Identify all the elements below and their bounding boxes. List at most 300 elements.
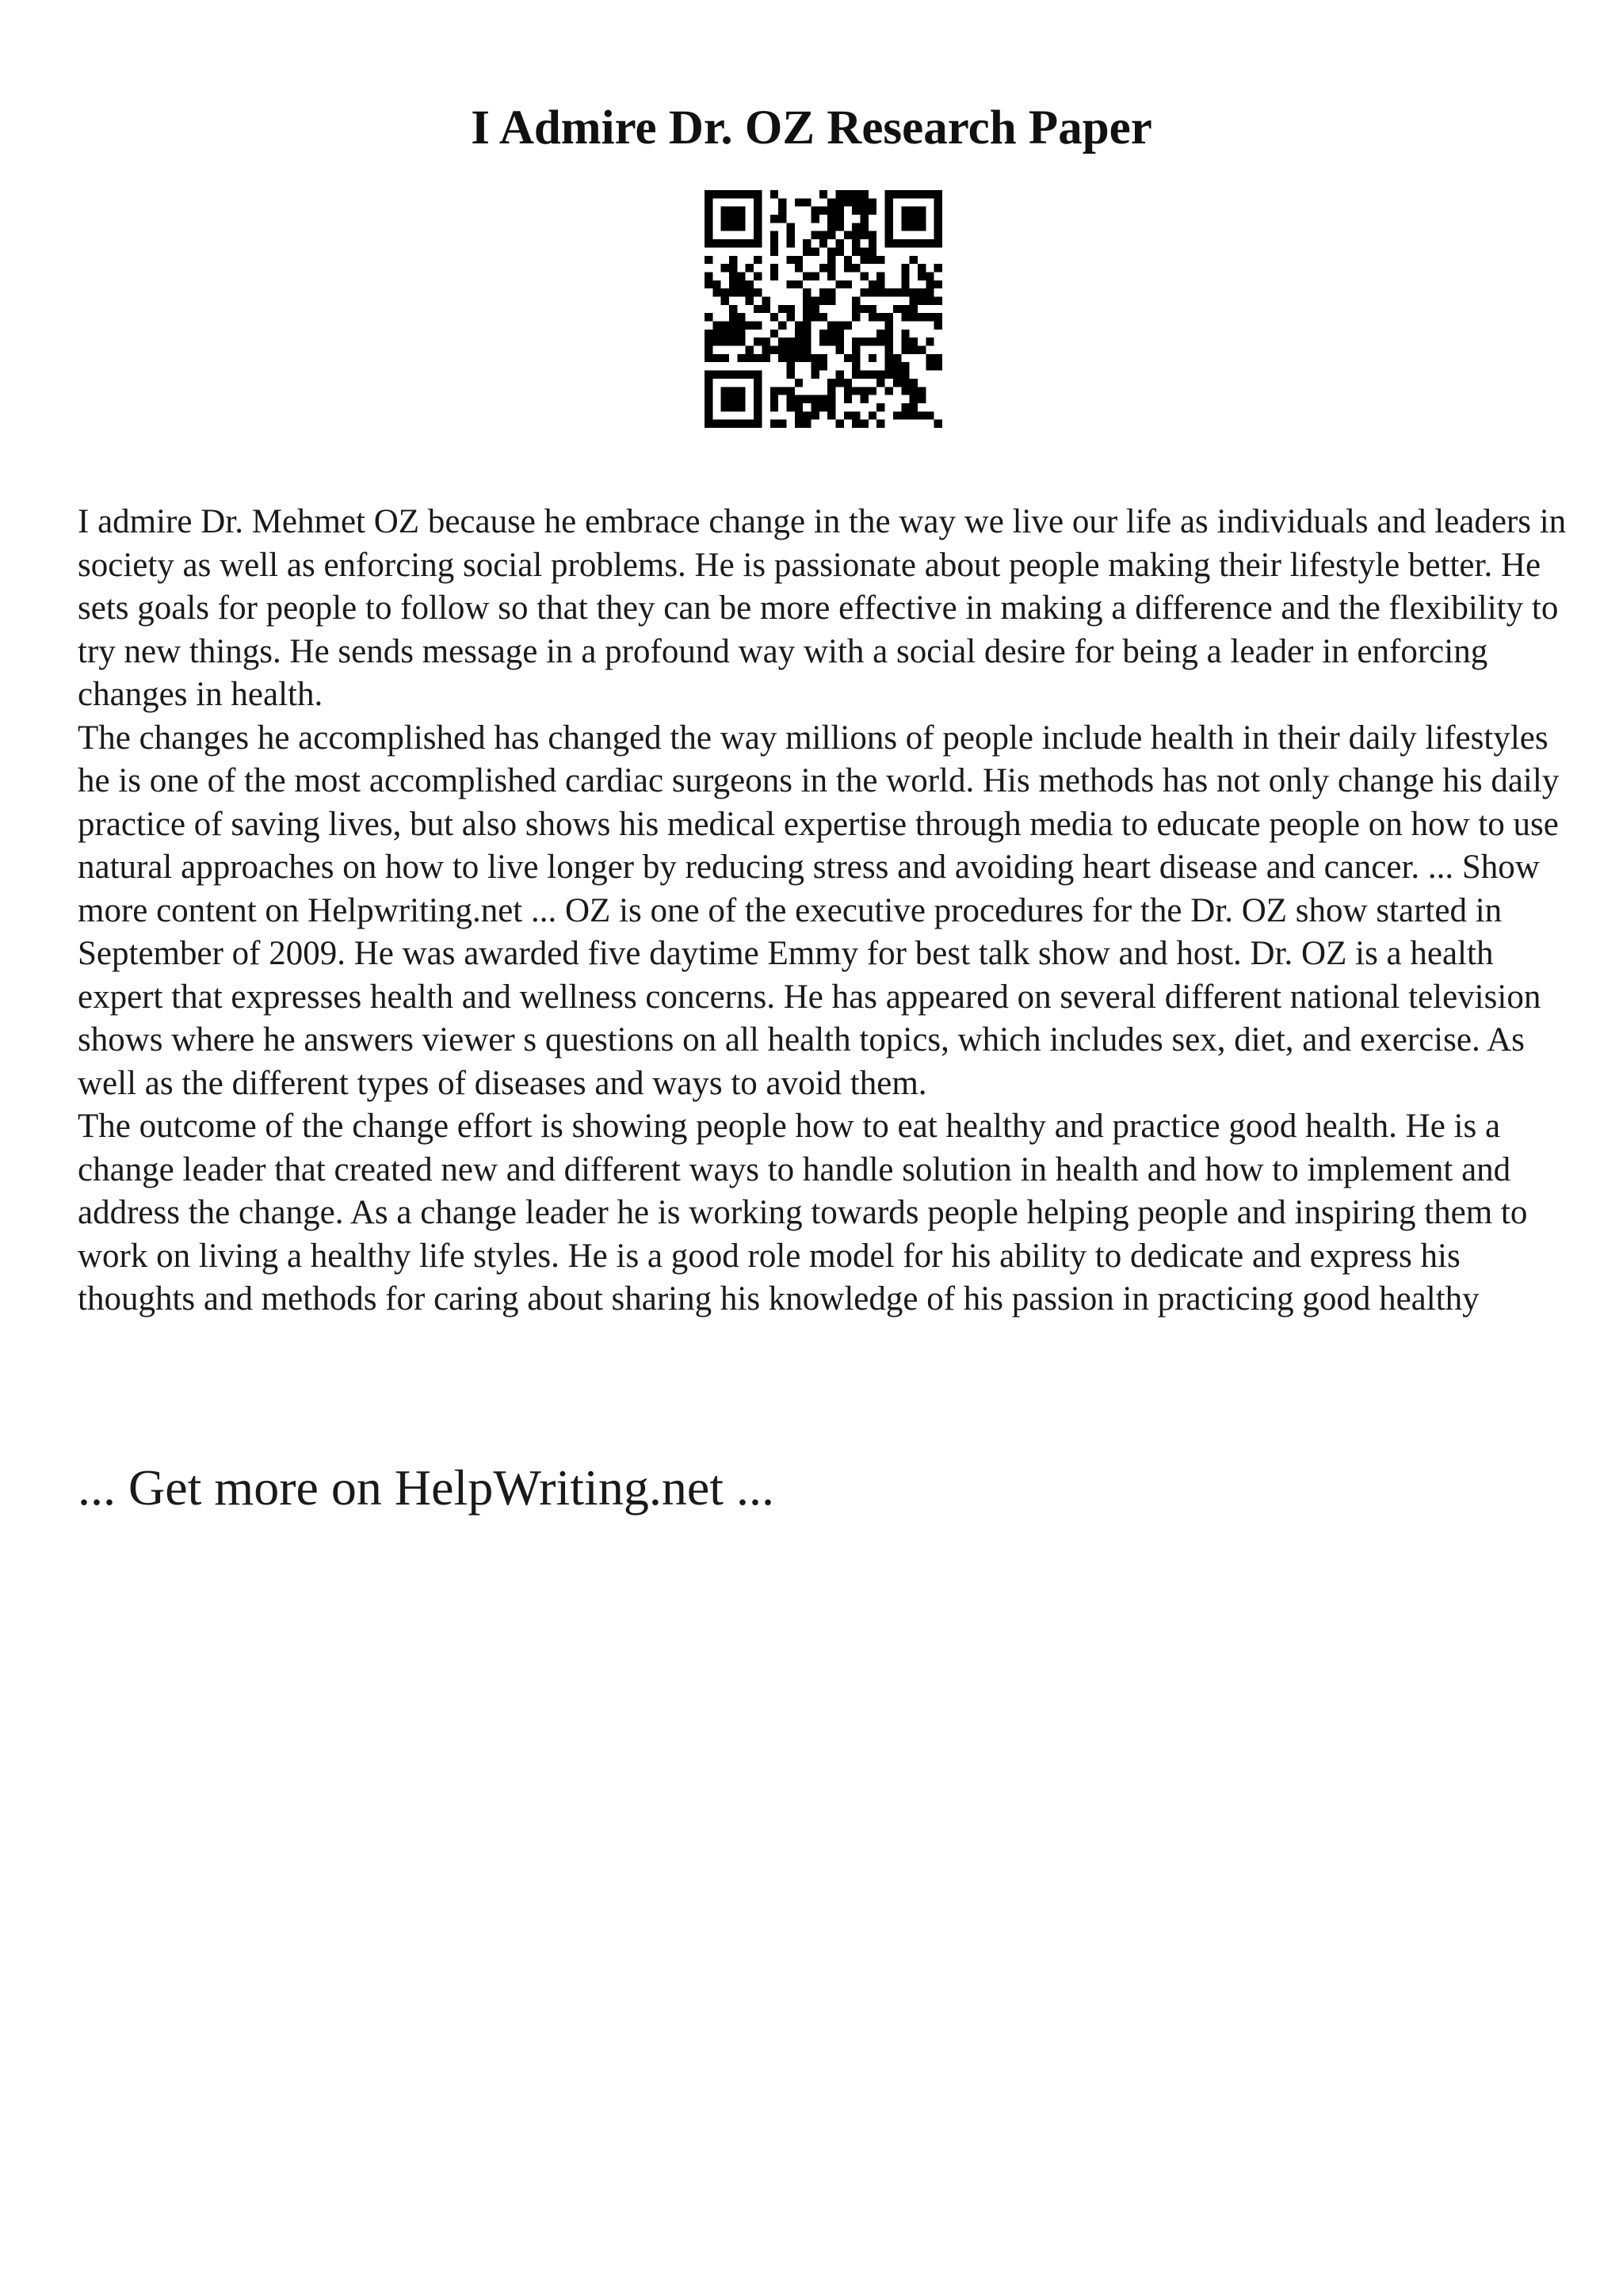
qr-module — [926, 338, 934, 345]
qr-module — [901, 215, 909, 223]
qr-module — [852, 207, 860, 215]
qr-module — [901, 272, 909, 280]
qr-module — [721, 395, 729, 403]
qr-module — [721, 420, 729, 428]
qr-module — [844, 322, 852, 330]
qr-module — [918, 207, 926, 215]
qr-module — [910, 239, 918, 247]
qr-module — [712, 280, 720, 288]
qr-module — [910, 305, 918, 313]
qr-module — [762, 346, 769, 354]
qr-module — [852, 362, 860, 370]
qr-module — [803, 411, 811, 419]
qr-module — [819, 313, 827, 321]
qr-module — [712, 288, 720, 296]
qr-module — [901, 305, 909, 313]
qr-module — [721, 190, 729, 198]
qr-module — [811, 362, 819, 370]
qr-module — [869, 280, 876, 288]
qr-module — [712, 338, 720, 345]
qr-module — [729, 330, 737, 338]
qr-module — [844, 379, 852, 387]
qr-module — [893, 288, 901, 296]
qr-module — [803, 198, 811, 206]
qr-module — [819, 288, 827, 296]
qr-module — [705, 239, 712, 247]
qr-module — [844, 264, 852, 272]
qr-module — [869, 207, 876, 215]
qr-module — [721, 322, 729, 330]
qr-module — [836, 420, 844, 428]
qr-module — [786, 280, 794, 288]
qr-module — [762, 338, 769, 345]
qr-module — [746, 264, 754, 272]
qr-module — [926, 313, 934, 321]
qr-module — [705, 207, 712, 215]
qr-module — [869, 411, 876, 419]
qr-module — [876, 313, 884, 321]
qr-module — [852, 346, 860, 354]
qr-module — [910, 190, 918, 198]
qr-module — [811, 215, 819, 223]
qr-module — [705, 411, 712, 419]
qr-module — [762, 354, 769, 362]
qr-module — [705, 215, 712, 223]
qr-module — [778, 198, 786, 206]
qr-module — [852, 338, 860, 345]
qr-module — [901, 338, 909, 345]
qr-module — [901, 403, 909, 411]
qr-module — [885, 288, 893, 296]
qr-module — [852, 354, 860, 362]
qr-module — [885, 239, 893, 247]
qr-module — [869, 354, 876, 362]
paragraph-1: I admire Dr. Mehmet OZ because he embrace change in the way we live our life as individuals and leaders in society as well as enforcing social problems. He is passionate about people making their lifestyle better. He sets goals for people to follow so that they can be more effective in making a difference and the flexibility to try new things. He sends message in a profound way with a social desire for being a leader in enforcing changes in health. — [78, 503, 1567, 713]
qr-module — [876, 420, 884, 428]
qr-module — [811, 395, 819, 403]
qr-module — [770, 239, 778, 247]
qr-module — [926, 296, 934, 304]
qr-module — [754, 371, 762, 379]
qr-module — [885, 362, 893, 370]
qr-module — [934, 231, 942, 239]
qr-module — [861, 223, 869, 231]
qr-module — [869, 247, 876, 255]
qr-module — [705, 198, 712, 206]
qr-module — [712, 330, 720, 338]
qr-module — [893, 379, 901, 387]
qr-module — [827, 379, 835, 387]
qr-module — [803, 354, 811, 362]
qr-module — [827, 256, 835, 264]
qr-module — [721, 296, 729, 304]
qr-module — [737, 371, 745, 379]
qr-module — [934, 239, 942, 247]
qr-module — [811, 247, 819, 255]
qr-module — [934, 280, 942, 288]
qr-module — [926, 354, 934, 362]
qr-module — [910, 387, 918, 395]
qr-module — [746, 346, 754, 354]
qr-module — [778, 346, 786, 354]
qr-module — [786, 305, 794, 313]
qr-module — [746, 280, 754, 288]
qr-module — [705, 223, 712, 231]
qr-module — [910, 215, 918, 223]
qr-module — [901, 371, 909, 379]
qr-module — [836, 280, 844, 288]
qr-module — [861, 207, 869, 215]
qr-module — [729, 207, 737, 215]
qr-module — [861, 231, 869, 239]
qr-module — [861, 190, 869, 198]
qr-module — [836, 338, 844, 345]
qr-module — [770, 330, 778, 338]
qr-module — [852, 247, 860, 255]
qr-module — [705, 330, 712, 338]
qr-module — [861, 247, 869, 255]
qr-module — [721, 338, 729, 345]
qr-module — [910, 256, 918, 264]
qr-module — [786, 354, 794, 362]
qr-module — [746, 239, 754, 247]
qr-module — [861, 256, 869, 264]
qr-module — [705, 272, 712, 280]
qr-module — [746, 190, 754, 198]
qr-module — [811, 403, 819, 411]
qr-module — [861, 305, 869, 313]
qr-module — [876, 280, 884, 288]
qr-module — [705, 256, 712, 264]
qr-module — [918, 190, 926, 198]
qr-module — [705, 371, 712, 379]
qr-module — [901, 330, 909, 338]
qr-module — [705, 354, 712, 362]
qr-module — [737, 280, 745, 288]
qr-module — [729, 280, 737, 288]
qr-module — [811, 207, 819, 215]
qr-module — [934, 198, 942, 206]
qr-module — [876, 338, 884, 345]
qr-module — [934, 296, 942, 304]
qr-module — [852, 190, 860, 198]
qr-module — [893, 362, 901, 370]
qr-module — [712, 239, 720, 247]
qr-module — [803, 346, 811, 354]
qr-module — [910, 379, 918, 387]
qr-module — [770, 313, 778, 321]
qr-module — [705, 231, 712, 239]
qr-module — [836, 215, 844, 223]
qr-module — [836, 247, 844, 255]
qr-module — [934, 420, 942, 428]
qr-module — [869, 288, 876, 296]
qr-module — [795, 411, 803, 419]
qr-module — [844, 387, 852, 395]
qr-module — [770, 387, 778, 395]
qr-module — [876, 330, 884, 338]
qr-module — [926, 280, 934, 288]
qr-module — [754, 322, 762, 330]
qr-module — [910, 346, 918, 354]
qr-module — [729, 403, 737, 411]
qr-module — [910, 395, 918, 403]
qr-module — [746, 296, 754, 304]
qr-module — [729, 264, 737, 272]
qr-module — [770, 231, 778, 239]
qr-module — [729, 338, 737, 345]
qr-module — [712, 371, 720, 379]
qr-module — [893, 190, 901, 198]
qr-module — [737, 403, 745, 411]
qr-module — [876, 288, 884, 296]
qr-module — [901, 313, 909, 321]
qr-module — [861, 371, 869, 379]
qr-module — [934, 354, 942, 362]
qr-module — [737, 207, 745, 215]
qr-module — [729, 322, 737, 330]
qr-module — [721, 288, 729, 296]
qr-module — [803, 313, 811, 321]
qr-module — [754, 411, 762, 419]
qr-module — [819, 207, 827, 215]
qr-module — [869, 231, 876, 239]
qr-module — [746, 420, 754, 428]
qr-module — [836, 223, 844, 231]
qr-module — [869, 371, 876, 379]
qr-module — [827, 322, 835, 330]
qr-module — [754, 215, 762, 223]
qr-module — [795, 395, 803, 403]
qr-module — [770, 215, 778, 223]
qr-module — [778, 420, 786, 428]
qr-module — [844, 190, 852, 198]
qr-module — [844, 411, 852, 419]
qr-module — [795, 256, 803, 264]
qr-module — [844, 280, 852, 288]
qr-module — [926, 288, 934, 296]
qr-module — [885, 330, 893, 338]
qr-module — [737, 288, 745, 296]
qr-module — [836, 330, 844, 338]
qr-module — [729, 256, 737, 264]
qr-module — [918, 387, 926, 395]
qr-module — [836, 379, 844, 387]
qr-module — [852, 387, 860, 395]
qr-module — [885, 223, 893, 231]
qr-module — [705, 280, 712, 288]
qr-module — [705, 346, 712, 354]
qr-module — [786, 387, 794, 395]
qr-module — [778, 215, 786, 223]
qr-module — [901, 280, 909, 288]
qr-module — [737, 223, 745, 231]
qr-module — [819, 354, 827, 362]
qr-module — [885, 338, 893, 345]
qr-module — [861, 288, 869, 296]
qr-module — [861, 338, 869, 345]
qr-module — [803, 288, 811, 296]
qr-module — [827, 296, 835, 304]
qr-module — [876, 256, 884, 264]
qr-module — [827, 215, 835, 223]
qr-module — [811, 371, 819, 379]
qr-module — [869, 313, 876, 321]
qr-module — [778, 322, 786, 330]
qr-module — [754, 379, 762, 387]
qr-module — [893, 305, 901, 313]
qr-module — [852, 411, 860, 419]
qr-module — [819, 330, 827, 338]
qr-module — [827, 223, 835, 231]
qr-module — [869, 387, 876, 395]
qr-module — [786, 346, 794, 354]
qr-module — [746, 322, 754, 330]
qr-module — [827, 387, 835, 395]
qr-module — [910, 411, 918, 419]
qr-module — [721, 371, 729, 379]
qr-module — [737, 338, 745, 345]
qr-module — [795, 354, 803, 362]
qr-module — [901, 223, 909, 231]
qr-module — [770, 403, 778, 411]
qr-module — [786, 362, 794, 370]
qr-module — [754, 223, 762, 231]
qr-module — [770, 264, 778, 272]
qr-module — [861, 215, 869, 223]
qr-module — [827, 395, 835, 403]
qr-module — [811, 296, 819, 304]
qr-module — [861, 198, 869, 206]
qr-module — [729, 387, 737, 395]
qr-module — [729, 272, 737, 280]
qr-module — [885, 207, 893, 215]
qr-module — [844, 395, 852, 403]
qr-module — [934, 223, 942, 231]
qr-module — [910, 338, 918, 345]
qr-module — [746, 354, 754, 362]
qr-module — [770, 346, 778, 354]
qr-module — [869, 256, 876, 264]
qr-module — [819, 231, 827, 239]
qr-module — [827, 330, 835, 338]
qr-module — [712, 190, 720, 198]
qr-module — [893, 371, 901, 379]
qr-module — [876, 403, 884, 411]
qr-module — [770, 190, 778, 198]
qr-module — [926, 411, 934, 419]
qr-module — [876, 371, 884, 379]
qr-module — [754, 190, 762, 198]
qr-module — [705, 313, 712, 321]
qr-module — [827, 288, 835, 296]
qr-module — [737, 395, 745, 403]
qr-module — [885, 313, 893, 321]
qr-module — [836, 346, 844, 354]
qr-module — [893, 239, 901, 247]
qr-module — [869, 305, 876, 313]
qr-module — [770, 420, 778, 428]
qr-module — [852, 239, 860, 247]
qr-module — [852, 371, 860, 379]
qr-module — [885, 346, 893, 354]
qr-module — [844, 231, 852, 239]
qr-module — [827, 247, 835, 255]
qr-module — [721, 264, 729, 272]
qr-module — [934, 207, 942, 215]
qr-module — [910, 288, 918, 296]
qr-module — [795, 280, 803, 288]
qr-module — [729, 215, 737, 223]
get-more-link[interactable]: ... Get more on HelpWriting.net ... — [78, 1459, 774, 1516]
qr-module — [737, 313, 745, 321]
qr-module — [918, 223, 926, 231]
qr-module — [918, 264, 926, 272]
qr-module — [729, 371, 737, 379]
qr-module — [918, 296, 926, 304]
qr-module — [721, 403, 729, 411]
qr-module — [852, 264, 860, 272]
qr-module — [844, 354, 852, 362]
qr-module — [918, 411, 926, 419]
qr-module — [926, 190, 934, 198]
qr-module — [819, 239, 827, 247]
qr-module — [885, 190, 893, 198]
qr-module — [934, 190, 942, 198]
qr-module — [819, 264, 827, 272]
qr-module — [778, 305, 786, 313]
qr-module — [876, 272, 884, 280]
qr-module — [901, 379, 909, 387]
qr-module — [712, 420, 720, 428]
qr-module — [786, 395, 794, 403]
qr-module — [754, 403, 762, 411]
qr-module — [795, 198, 803, 206]
qr-module — [861, 387, 869, 395]
qr-module — [705, 387, 712, 395]
qr-module — [934, 322, 942, 330]
qr-module — [861, 395, 869, 403]
qr-module — [910, 207, 918, 215]
qr-module — [852, 198, 860, 206]
qr-module — [803, 338, 811, 345]
qr-module — [885, 231, 893, 239]
qr-module — [737, 387, 745, 395]
qr-module — [885, 198, 893, 206]
qr-module — [852, 296, 860, 304]
qr-module — [737, 330, 745, 338]
qr-module — [910, 296, 918, 304]
qr-module — [803, 272, 811, 280]
qr-module — [737, 190, 745, 198]
qr-module — [795, 338, 803, 345]
qr-module — [754, 256, 762, 264]
qr-module — [770, 395, 778, 403]
qr-module — [819, 338, 827, 345]
qr-module — [754, 338, 762, 345]
qr-module — [876, 379, 884, 387]
qr-module — [754, 272, 762, 280]
qr-module — [737, 420, 745, 428]
qr-module — [754, 231, 762, 239]
qr-module — [901, 239, 909, 247]
qr-module — [910, 223, 918, 231]
qr-module — [737, 322, 745, 330]
qr-module — [869, 198, 876, 206]
qr-module — [926, 239, 934, 247]
qr-module — [795, 420, 803, 428]
qr-module — [754, 207, 762, 215]
